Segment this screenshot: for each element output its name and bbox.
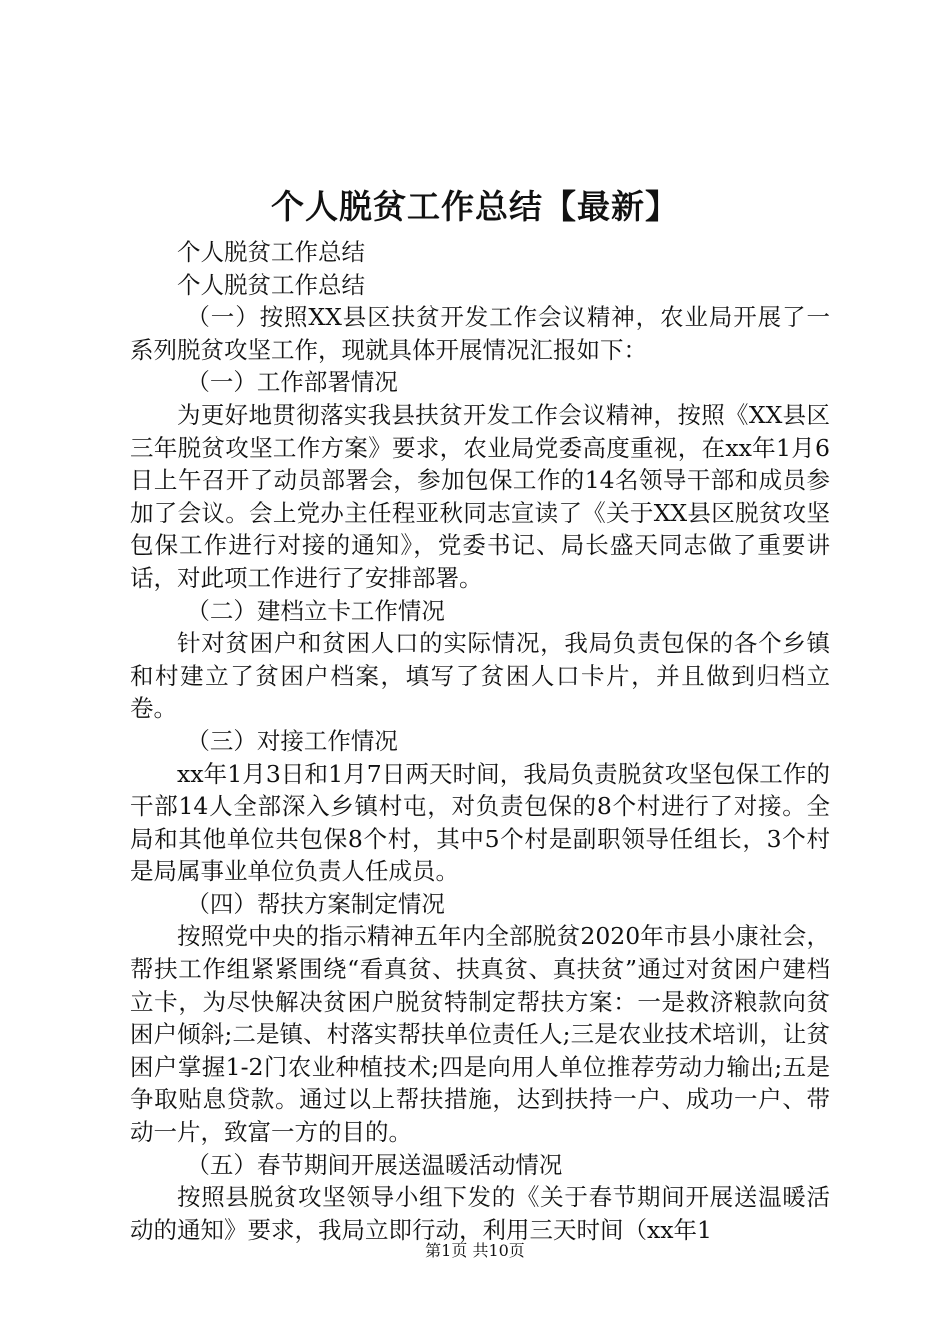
section-heading: （二）建档立卡工作情况 [186,596,445,625]
paragraph: （一）按照XX县区扶贫开发工作会议精神，农业局开展了一系列脱贫攻坚工作，现就具体开展情况汇报如下： [130,303,830,364]
paragraph: 按照县脱贫攻坚领导小组下发的《关于春节期间开展送温暖活动的通知》要求，我局立即行动，利用三天时间（xx年1 [130,1183,830,1244]
paragraph: xx年1月3日和1月7日两天时间，我局负责脱贫攻坚包保工作的干部14人全部深入乡镇村屯，对负责包保的8个村进行了对接。全局和其他单位共包保8个村，其中5个村是副职领导任组长，3个村是局属事业单位负责人任成员。 [130,759,830,886]
document-title: 个人脱贫工作总结【最新】 [271,187,679,226]
section-heading: （四）帮扶方案制定情况 [186,889,445,918]
paragraph: 针对贫困户和贫困人口的实际情况，我局负责包保的各个乡镇和村建立了贫困户档案，填写了贫困人口卡片，并且做到归档立卷。 [130,629,830,723]
document-body [130,236,830,1246]
paragraph: 为更好地贯彻落实我县扶贫开发工作会议精神，按照《XX县区三年脱贫攻坚工作方案》要求，农业局党委高度重视，在xx年1月6日上午召开了动员部署会，参加包保工作的14名领导干部和成员参加了会议。会上党办主任程亚秋同志宣读了《关于XX县区脱贫攻坚包保工作进行对接的通知》，党委书记、局长盛天同志做了重要讲话，对此项工作进行了安排部署。 [130,400,830,592]
paragraph: 个人脱贫工作总结 [177,238,365,266]
section-heading: （五）春节期间开展送温暖活动情况 [186,1150,563,1179]
paragraph: 个人脱贫工作总结 [177,270,365,299]
paragraph: 按照党中央的指示精神五年内全部脱贫2020年市县小康社会，帮扶工作组紧紧围绕“看真贫、扶真贫、真扶贫”通过对贫困户建档立卡，为尽快解决贫困户脱贫特制定帮扶方案：一是救济粮款向贫困户倾斜;二是镇、村落实帮扶单位责任人;三是农业技术培训，让贫困户掌握1-2门农业种植技术;四是向用人单位推荐劳动力输出;五是争取贴息贷款。通过以上帮扶措施，达到扶持一户、成功一户、带动一片，致富一方的目的。 [130,922,830,1147]
page-number: 第1页 共10页 [425,1241,525,1260]
section-heading: （三）对接工作情况 [186,726,398,755]
section-heading: （一）工作部署情况 [186,368,398,397]
